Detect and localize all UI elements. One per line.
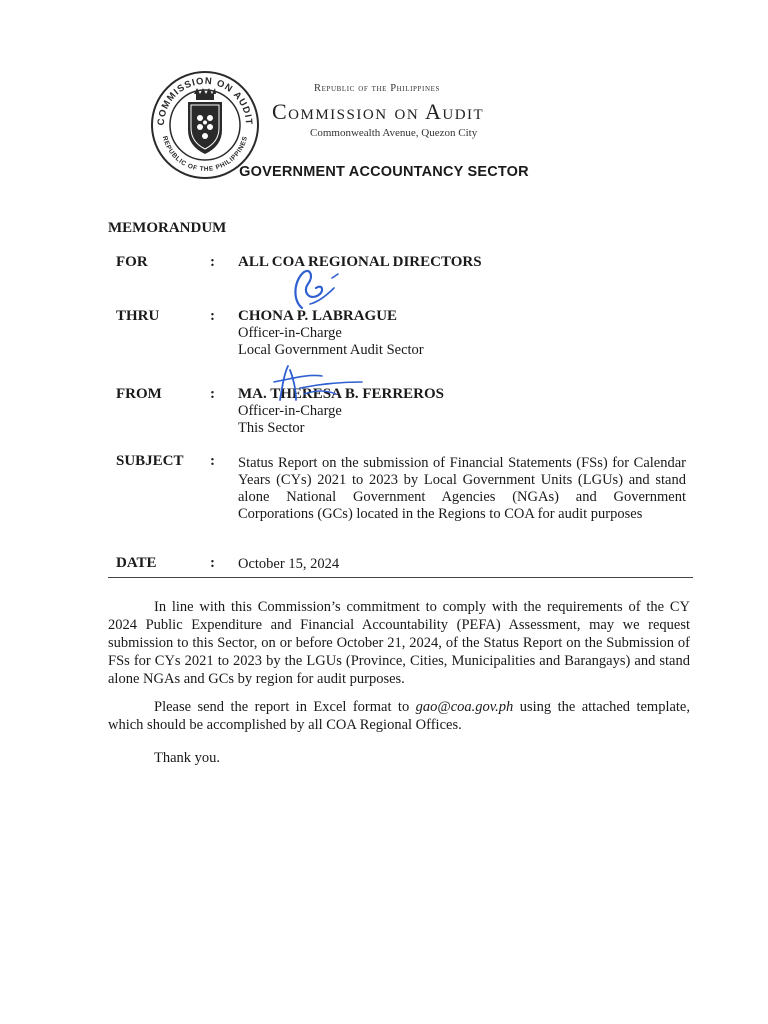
subject-text: Status Report on the submission of Financial Statements (FSs) for Calendar Years (CYs) 2021 to 2023 by Local Government Units (LGUs) and stand alone National Government Agencies (NGAs) and Government Corporations (GCs) located in the Regions to COA for audit purposes — [238, 455, 686, 522]
date-label: DATE — [116, 555, 157, 571]
memo-title: MEMORANDUM — [108, 220, 227, 236]
thru-label: THRU — [116, 308, 160, 324]
body-paragraph-1-text: In line with this Commission’s commitment to comply with the requirements of the CY 2024 Public Expenditure and Financial Accountability (PEFA) Assessment, may we request submission to this Sector, on or before October 21, 2024, of the Status Report on the Submission of FSs for CYs 2021 to 2023 by the LGUs (Province, Cities, Municipalities and Barangays) and stand alone NGAs and GCs by region for audit purposes. — [108, 599, 690, 687]
body-paragraph-2-after: using the attached template, which should be accomplished by all COA Regional Offices. — [108, 699, 690, 733]
seal-ring-top-text: COMMISSION ON AUDIT — [155, 75, 255, 126]
body-paragraph-2-before: Please send the report in Excel format to — [154, 699, 416, 715]
closing-line — [108, 749, 690, 767]
date-colon: : — [210, 555, 215, 571]
header-divider — [108, 577, 693, 578]
body-paragraph-2 — [108, 698, 690, 734]
date-value: October 15, 2024 — [238, 556, 340, 572]
email-link[interactable]: gao@coa.gov.ph — [415, 699, 514, 715]
thru-position: Officer-in-Charge — [238, 325, 342, 341]
from-name: MA. THERESA B. FERREROS — [238, 386, 445, 402]
for-label: FOR — [116, 254, 148, 270]
letterhead-republic: Republic of the Philippines — [314, 83, 440, 94]
thru-colon: : — [210, 308, 215, 324]
from-office: This Sector — [238, 420, 305, 436]
thru-office: Local Government Audit Sector — [238, 342, 424, 358]
from-position: Officer-in-Charge — [238, 403, 342, 419]
seal-ring-bottom-text: REPUBLIC OF THE PHILIPPINES — [160, 135, 250, 174]
body-paragraph-1 — [108, 598, 690, 688]
subject-colon: : — [210, 453, 215, 469]
letterhead-address: Commonwealth Avenue, Quezon City — [310, 127, 478, 139]
for-recipient: ALL COA REGIONAL DIRECTORS — [238, 254, 482, 270]
for-colon: : — [210, 254, 215, 270]
subject-label: SUBJECT — [116, 453, 184, 469]
from-colon: : — [210, 386, 215, 402]
closing-text: Thank you. — [154, 750, 221, 766]
thru-name: CHONA P. LABRAGUE — [238, 308, 398, 324]
letterhead-commission: Commission on Audit — [272, 99, 485, 124]
from-label: FROM — [116, 386, 162, 402]
sector-heading: GOVERNMENT ACCOUNTANCY SECTOR — [239, 164, 529, 180]
